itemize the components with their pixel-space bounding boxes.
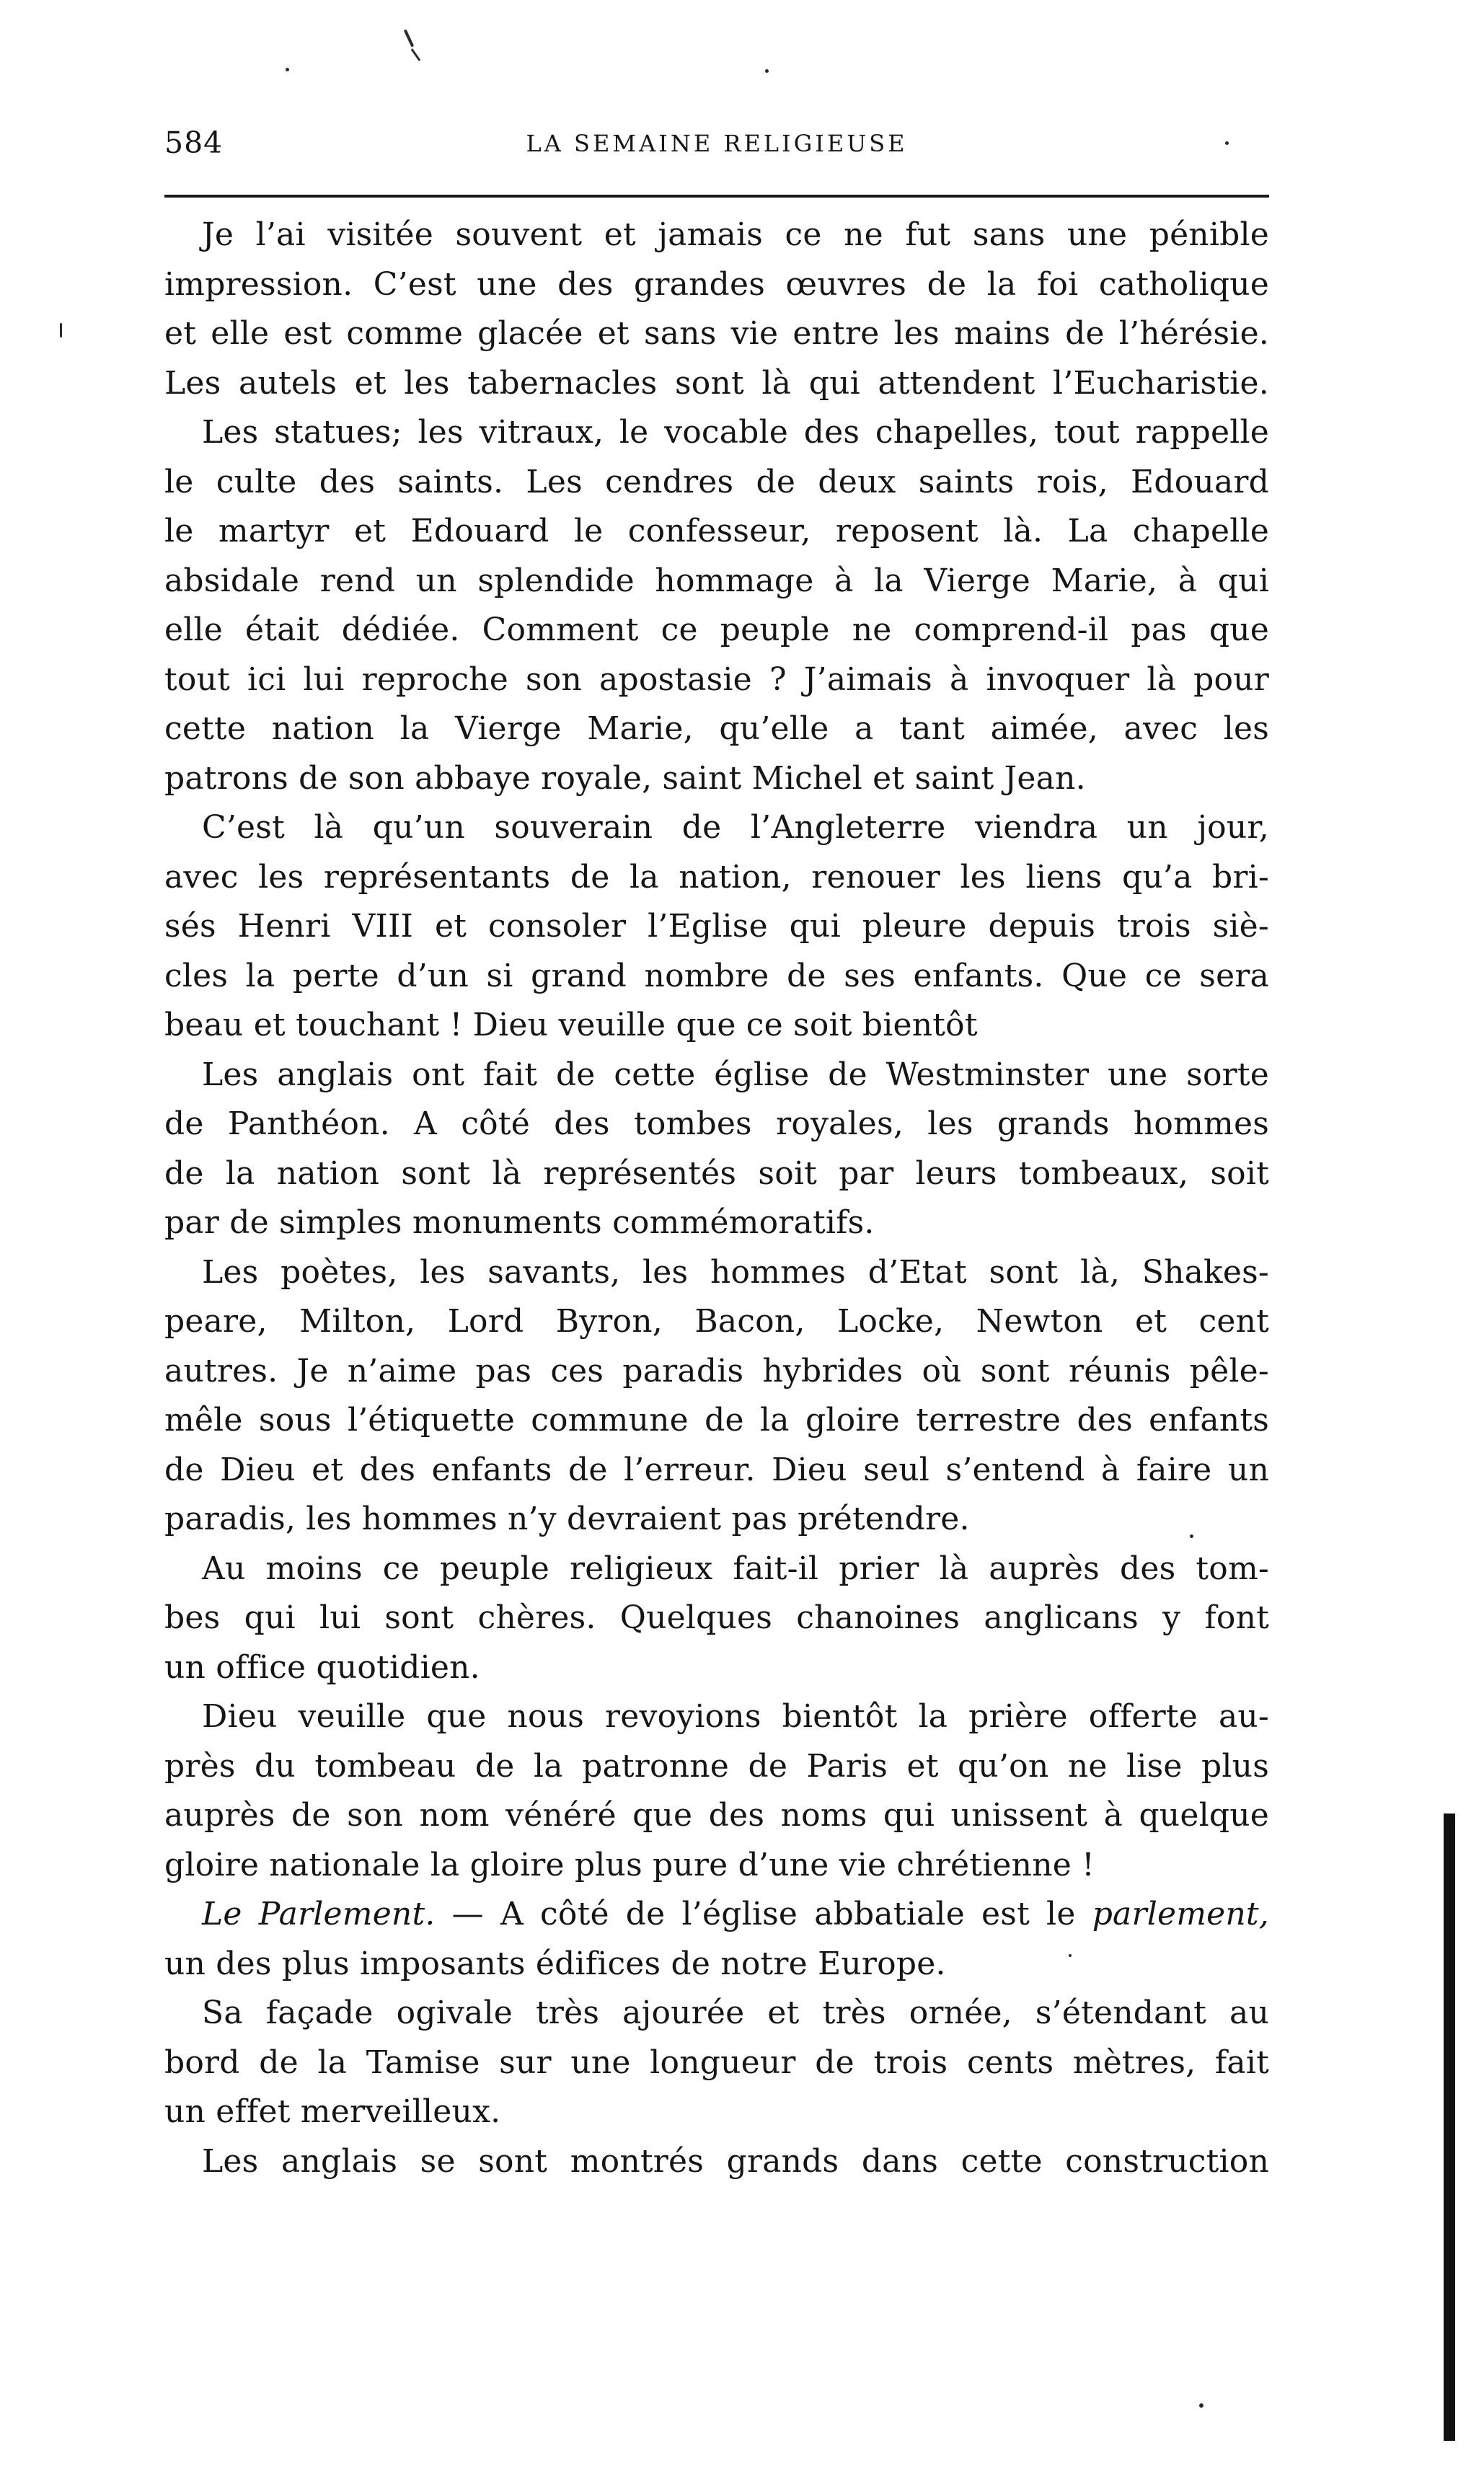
parlement-heading: Le Parlement. xyxy=(202,1896,436,1932)
text-line: autres. Je n’aime pas ces paradis hybrides où sont réunis pêle- xyxy=(164,1352,1269,1390)
text-line: auprès de son nom vénéré que des noms qui unissent à quelque xyxy=(164,1797,1269,1834)
text-line: de Dieu et des enfants de l’erreur. Dieu seul s’entend à faire un xyxy=(164,1451,1269,1488)
text-line: peare, Milton, Lord Byron, Bacon, Locke, Newton et cent xyxy=(164,1303,1269,1340)
text-line: sés Henri VIII et consoler l’Eglise qui pleure depuis trois siè- xyxy=(164,908,1269,945)
text-line: un office quotidien. xyxy=(164,1648,480,1686)
parlement-text: — A côté de l’église abbatiale est le xyxy=(435,1896,1092,1932)
text-line: tout ici lui reproche son apostasie ? J’aimais à invoquer là pour xyxy=(164,661,1269,698)
text-line: de Panthéon. A côté des tombes royales, les grands hommes xyxy=(164,1105,1269,1142)
text-line: bord de la Tamise sur une longueur de trois cents mètres, fait xyxy=(164,2044,1269,2081)
parlement-line xyxy=(164,1890,1269,1940)
text-line: paradis, les hommes n’y devraient pas prétendre. xyxy=(164,1501,970,1537)
text-line: Les anglais ont fait de cette église de Westminster une sorte xyxy=(202,1056,1269,1093)
scan-edge-mark xyxy=(1444,1813,1455,2441)
page-number: 584 xyxy=(164,125,224,160)
text-line: cles la perte d’un si grand nombre de ses enfants. Que ce sera xyxy=(164,957,1269,994)
text-line: le martyr et Edouard le confesseur, reposent là. La chapelle xyxy=(164,513,1269,549)
text-line: bes qui lui sont chères. Quelques chanoines anglicans y font xyxy=(164,1599,1269,1636)
text-line: impression. C’est une des grandes œuvres de la foi catholique xyxy=(164,265,1269,303)
text-line: elle était dédiée. Comment ce peuple ne comprend-il pas que xyxy=(164,611,1269,648)
text-line: par de simples monuments commémoratifs. xyxy=(164,1204,875,1241)
text-line: cette nation la Vierge Marie, qu’elle a tant aimée, avec les xyxy=(164,710,1269,747)
text-line: un des plus imposants édifices de notre Europe. xyxy=(164,1945,946,1982)
text-line: Dieu veuille que nous revoyions bientôt la prière offerte au- xyxy=(202,1698,1269,1735)
text-line: C’est là qu’un souverain de l’Angleterre viendra un jour, xyxy=(202,809,1269,846)
text-line: patrons de son abbaye royale, saint Michel et saint Jean. xyxy=(164,759,1086,797)
scan-speck xyxy=(765,69,769,73)
text-line: Je l’ai visitée souvent et jamais ce ne fut sans une pénible xyxy=(202,216,1269,253)
scan-speck xyxy=(286,68,289,71)
text-line: Les anglais se sont montrés grands dans cette construction xyxy=(202,2142,1269,2180)
scan-speck xyxy=(60,323,62,337)
text-line: Les statues; les vitraux, le vocable des chapelles, tout rappelle xyxy=(202,414,1269,451)
scan-speck xyxy=(411,48,421,61)
text-line: mêle sous l’étiquette commune de la gloire terrestre des enfants xyxy=(164,1402,1269,1439)
text-line: Au moins ce peuple religieux fait-il prier là auprès des tom- xyxy=(202,1550,1269,1587)
text-line: Sa façade ogivale très ajourée et très ornée, s’étendant au xyxy=(202,1994,1269,2031)
text-line: le culte des saints. Les cendres de deux saints rois, Edouard xyxy=(164,463,1269,500)
text-line: près du tombeau de la patronne de Paris et qu’on ne lise plus xyxy=(164,1747,1269,1785)
text-line: absidale rend un splendide hommage à la Vierge Marie, à qui xyxy=(164,562,1269,599)
body-text xyxy=(164,211,1269,2186)
scan-speck xyxy=(404,29,415,47)
header-rule xyxy=(164,195,1269,198)
text-line: et elle est comme glacée et sans vie entre les mains de l’hérésie. xyxy=(164,315,1269,352)
parlement-word: parlement, xyxy=(1092,1896,1269,1932)
text-line: un effet merveilleux. xyxy=(164,2093,501,2130)
text-line: Les autels et les tabernacles sont là qui attendent l’Eucharistie. xyxy=(164,364,1269,402)
text-line: beau et touchant ! Dieu veuille que ce soit bientôt xyxy=(164,1007,978,1043)
text-line: Les poètes, les savants, les hommes d’Etat sont là, Shakes- xyxy=(202,1253,1269,1291)
scan-speck xyxy=(1199,2403,1203,2408)
text-line: gloire nationale la gloire plus pure d’une vie chrétienne ! xyxy=(164,1846,1095,1883)
text-line: avec les représentants de la nation, renouer les liens qu’a bri- xyxy=(164,858,1269,896)
text-line: de la nation sont là représentés soit par leurs tombeaux, soit xyxy=(164,1154,1269,1192)
running-title: LA SEMAINE RELIGIEUSE xyxy=(526,130,908,157)
page-header xyxy=(164,121,1269,164)
